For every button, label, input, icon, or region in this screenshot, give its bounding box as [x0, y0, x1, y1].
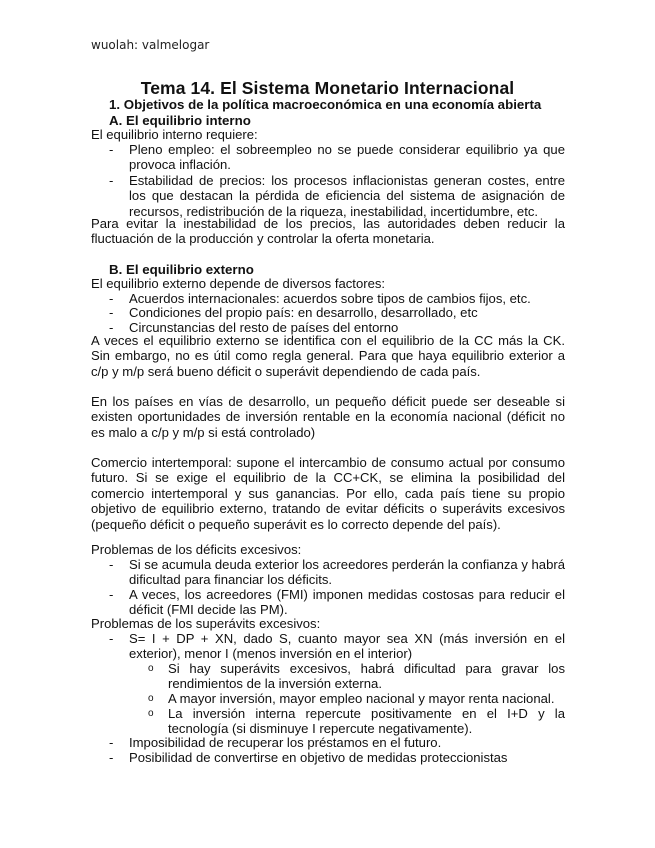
list-item: Acuerdos internacionales: acuerdos sobre tipos de cambios fijos, etc. — [129, 291, 531, 306]
list-item: Si se acumula deuda exterior los acreedores perderán la confianza y habrá dificultad para financiar los déficits. — [129, 557, 565, 588]
circle-bullet: o — [148, 708, 154, 719]
dash-bullet: - — [109, 173, 114, 188]
watermark: wuolah: valmelogar — [91, 38, 210, 52]
circle-bullet: o — [148, 693, 154, 704]
paragraph: A veces el equilibrio externo se identifica con el equilibrio de la CC más la CK. Sin embargo, no es útil como regla general. Para que haya equilibrio exterior a c/p y m/p será bueno déficit o superávit dependiendo de cada país. — [91, 333, 565, 379]
dash-bullet: - — [109, 735, 114, 750]
list-item: Circunstancias del resto de países del entorno — [129, 320, 399, 335]
dash-bullet: - — [109, 305, 114, 320]
paragraph: Para evitar la inestabilidad de los precios, las autoridades deben reducir la fluctuación de la producción y controlar la oferta monetaria. — [91, 216, 565, 247]
paragraph: Comercio intertemporal: supone el intercambio de consumo actual por consumo futuro. Si se exige el equilibrio de la CC+CK, se elimina la posibilidad del comercio intertemporal y sus ganancias. Por ello, cada país tiene su propio objetivo de equilibrio externo, tratando de evitar déficits o superávits excesivos (pequeño déficit o pequeño superávit es lo correcto depende del país). — [91, 455, 565, 532]
paragraph: Problemas de los déficits excesivos: — [91, 542, 302, 557]
list-item: Pleno empleo: el sobreempleo no se puede considerar equilibrio ya que provoca inflación. — [129, 142, 565, 173]
list-item: Estabilidad de precios: los procesos inflacionistas generan costes, entre los que destacan la pérdida de eficiencia del sistema de asignación de recursos, redistribución de la riqueza, inestabilidad, incertidumbre, etc. — [129, 173, 565, 219]
list-item: Condiciones del propio país: en desarrollo, desarrollado, etc — [129, 305, 478, 320]
dash-bullet: - — [109, 587, 114, 602]
subsection-heading-b: B. El equilibrio externo — [109, 262, 254, 277]
sub-list-item: Si hay superávits excesivos, habrá dificultad para gravar los rendimientos de la inversión externa. — [168, 661, 565, 692]
dash-bullet: - — [109, 320, 114, 335]
paragraph: El equilibrio interno requiere: — [91, 127, 258, 142]
list-item: S= I + DP + XN, dado S, cuanto mayor sea XN (más inversión en el exterior), menor I (menos inversión en el interior) — [129, 631, 565, 662]
dash-bullet: - — [109, 291, 114, 306]
paragraph: El equilibrio externo depende de diversos factores: — [91, 276, 386, 291]
paragraph: En los países en vías de desarrollo, un pequeño déficit puede ser deseable si existen oportunidades de inversión rentable en la economía nacional (déficit no es malo a c/p y m/p si está controlado) — [91, 394, 565, 440]
circle-bullet: o — [148, 663, 154, 674]
subsection-heading-a: A. El equilibrio interno — [109, 113, 251, 128]
dash-bullet: - — [109, 557, 114, 572]
list-item: Imposibilidad de recuperar los préstamos en el futuro. — [129, 735, 442, 750]
list-item: A veces, los acreedores (FMI) imponen medidas costosas para reducir el déficit (FMI decide las PM). — [129, 587, 565, 618]
dash-bullet: - — [109, 142, 114, 157]
sub-list-item: A mayor inversión, mayor empleo nacional y mayor renta nacional. — [168, 691, 555, 706]
sub-list-item: La inversión interna repercute positivamente en el I+D y la tecnología (si disminuye I repercute negativamente). — [168, 706, 565, 737]
dash-bullet: - — [109, 750, 114, 765]
list-item: Posibilidad de convertirse en objetivo de medidas proteccionistas — [129, 750, 508, 765]
section-heading: 1. Objetivos de la política macroeconómica en una economía abierta — [109, 97, 542, 112]
dash-bullet: - — [109, 631, 114, 646]
paragraph: Problemas de los superávits excesivos: — [91, 616, 321, 631]
page-title: Tema 14. El Sistema Monetario Internacional — [140, 78, 515, 98]
